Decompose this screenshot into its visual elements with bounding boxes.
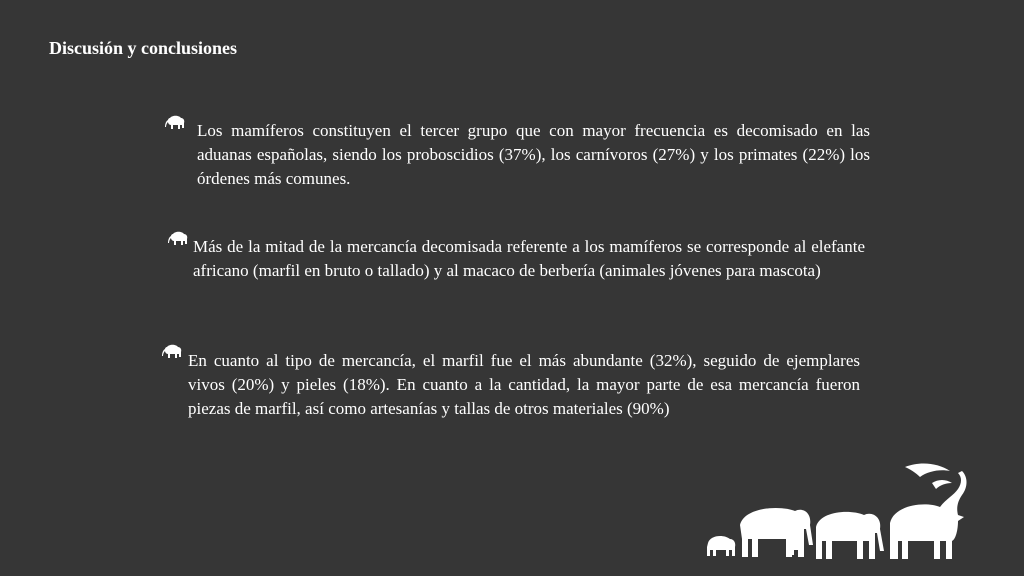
bullet-2-text: Más de la mitad de la mercancía decomisada referente a los mamíferos se corresponde al elefante africano (marfil en bruto o tallado) y al macaco de berbería (animales jóvenes para mascota) (193, 237, 865, 280)
bullet-3-text: En cuanto al tipo de mercancía, el marfil fue el más abundante (32%), seguido de ejemplares vivos (20%) y pieles (18%). En cuanto a la cantidad, la mayor parte de esa mercancía fueron piezas de marfil, así como artesanías y tallas de otros materiales (90%) (188, 351, 860, 418)
slide-title: Discusión y conclusiones (49, 38, 238, 58)
bullet-1-text: Los mamíferos constituyen el tercer grupo que con mayor frecuencia es decomisado en las aduanas españolas, siendo los proboscidios (37%), los carnívoros (27%) y los primates (22%) los órdenes más comunes. (197, 121, 870, 188)
elephant-family-illustration (700, 455, 980, 565)
elephant-icon (167, 230, 189, 248)
elephant-icon (161, 343, 183, 361)
elephant-icon (164, 114, 186, 132)
